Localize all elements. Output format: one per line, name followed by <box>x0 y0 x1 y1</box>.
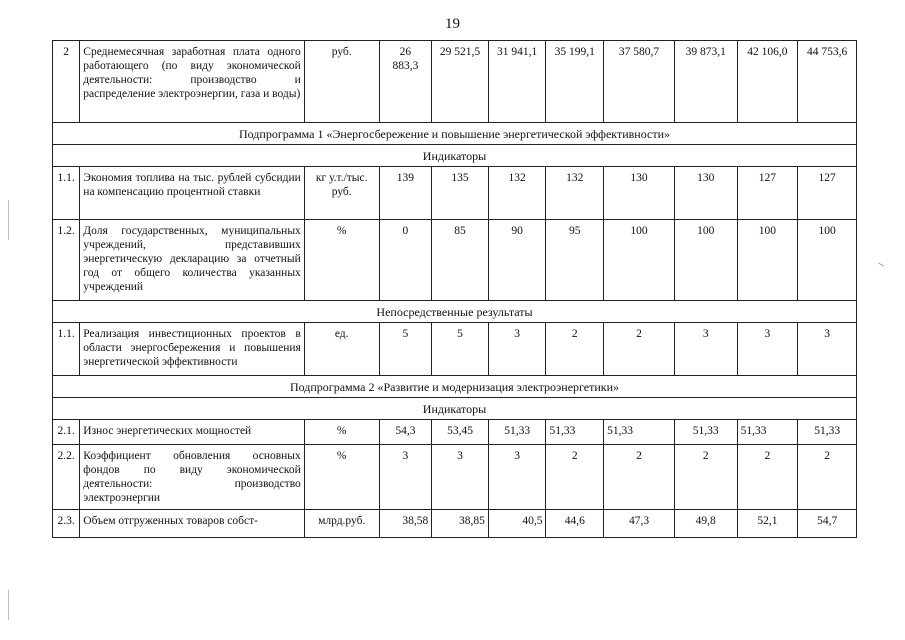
page-number: 19 <box>445 16 460 32</box>
value-cell: 3 <box>737 323 798 376</box>
row-number: 2.2. <box>53 445 80 510</box>
value-cell: 31 941,1 <box>488 41 546 123</box>
value-cell: 44,6 <box>546 510 604 538</box>
unit-cell: % <box>304 220 379 301</box>
section-row <box>53 123 857 145</box>
value-cell: 132 <box>488 167 546 220</box>
indicator-name: Коэффициент обновления основных фондов по виду экономической деятельности: производство электроэнергии <box>80 445 305 510</box>
table-row <box>53 41 857 123</box>
value-cell: 35 199,1 <box>546 41 604 123</box>
scan-margin-mark <box>8 590 9 620</box>
value-cell: 42 106,0 <box>737 41 798 123</box>
scan-speck <box>878 263 884 267</box>
value-cell: 2 <box>604 445 675 510</box>
indicators-heading: Индикаторы <box>53 145 857 167</box>
value-cell: 3 <box>488 323 546 376</box>
row-number: 2.3. <box>53 510 80 538</box>
row-number: 1.2. <box>53 220 80 301</box>
value-cell: 54,3 <box>379 420 432 445</box>
indicator-name: Реализация инвестиционных проектов в области энергосбережения и повышения энергетической эффективности <box>80 323 305 376</box>
value-cell: 2 <box>546 323 604 376</box>
section-row <box>53 398 857 420</box>
row-number: 2 <box>53 41 80 123</box>
value-cell: 130 <box>604 167 675 220</box>
value-cell: 54,7 <box>798 510 857 538</box>
value-cell: 100 <box>674 220 737 301</box>
value-cell: 2 <box>798 445 857 510</box>
value-cell: 2 <box>674 445 737 510</box>
value-cell: 127 <box>737 167 798 220</box>
value-cell: 3 <box>488 445 546 510</box>
row-number: 2.1. <box>53 420 80 445</box>
value-cell: 40,5 <box>488 510 546 538</box>
value-cell: 44 753,6 <box>798 41 857 123</box>
indicator-name: Среднемесячная заработная плата одного работающего (по виду экономической деятельности: производство и распределение электроэнергии, газа и воды) <box>80 41 305 123</box>
value-cell: 130 <box>674 167 737 220</box>
row-number: 1.1. <box>53 323 80 376</box>
indicators-table <box>52 40 857 538</box>
table-row <box>53 220 857 301</box>
value-cell: 29 521,5 <box>432 41 489 123</box>
value-cell: 127 <box>798 167 857 220</box>
value-cell: 39 873,1 <box>674 41 737 123</box>
value-cell: 51,33 <box>604 420 675 445</box>
value-cell: 26 883,3 <box>379 41 432 123</box>
subprogram-heading: Подпрограмма 2 «Развитие и модернизация электроэнергетики» <box>53 376 857 398</box>
value-cell: 49,8 <box>674 510 737 538</box>
value-cell: 51,33 <box>798 420 857 445</box>
indicators-heading: Индикаторы <box>53 398 857 420</box>
value-cell: 51,33 <box>674 420 737 445</box>
value-cell: 0 <box>379 220 432 301</box>
unit-cell: % <box>304 445 379 510</box>
section-row <box>53 301 857 323</box>
indicator-name: Доля государственных, муниципальных учреждений, представивших энергетическую декларацию за отчетный год от общего количества указанных учреждений <box>80 220 305 301</box>
unit-cell: ед. <box>304 323 379 376</box>
value-cell: 53,45 <box>432 420 489 445</box>
value-cell: 47,3 <box>604 510 675 538</box>
value-cell: 85 <box>432 220 489 301</box>
value-cell: 52,1 <box>737 510 798 538</box>
value-cell: 95 <box>546 220 604 301</box>
value-cell: 90 <box>488 220 546 301</box>
value-cell: 37 580,7 <box>604 41 675 123</box>
value-cell: 5 <box>432 323 489 376</box>
value-cell: 5 <box>379 323 432 376</box>
unit-cell: % <box>304 420 379 445</box>
table-row <box>53 167 857 220</box>
table-row <box>53 510 857 538</box>
section-row <box>53 376 857 398</box>
value-cell: 3 <box>432 445 489 510</box>
row-number: 1.1. <box>53 167 80 220</box>
value-cell: 2 <box>546 445 604 510</box>
value-cell: 100 <box>604 220 675 301</box>
value-cell: 38,58 <box>379 510 432 538</box>
indicator-name: Экономия топлива на тыс. рублей субсидии на компенсацию процентной ставки <box>80 167 305 220</box>
value-cell: 135 <box>432 167 489 220</box>
value-cell: 132 <box>546 167 604 220</box>
value-cell: 38,85 <box>432 510 489 538</box>
value-cell: 3 <box>674 323 737 376</box>
indicator-name: Объем отгруженных товаров собст- <box>80 510 305 538</box>
unit-cell: руб. <box>304 41 379 123</box>
value-cell: 139 <box>379 167 432 220</box>
table-row <box>53 323 857 376</box>
scan-margin-mark <box>8 200 9 240</box>
value-cell: 51,33 <box>488 420 546 445</box>
value-cell: 100 <box>798 220 857 301</box>
value-cell: 51,33 <box>546 420 604 445</box>
value-cell: 3 <box>379 445 432 510</box>
value-cell: 100 <box>737 220 798 301</box>
value-cell: 3 <box>798 323 857 376</box>
unit-cell: кг у.т./тыс. руб. <box>304 167 379 220</box>
indicator-name: Износ энергетических мощностей <box>80 420 305 445</box>
table-row <box>53 445 857 510</box>
section-row <box>53 145 857 167</box>
value-cell: 2 <box>604 323 675 376</box>
direct-results-heading: Непосредственные результаты <box>53 301 857 323</box>
value-cell: 51,33 <box>737 420 798 445</box>
unit-cell: млрд.руб. <box>304 510 379 538</box>
subprogram-heading: Подпрограмма 1 «Энергосбережение и повышение энергетической эффективности» <box>53 123 857 145</box>
value-cell: 2 <box>737 445 798 510</box>
table-row <box>53 420 857 445</box>
